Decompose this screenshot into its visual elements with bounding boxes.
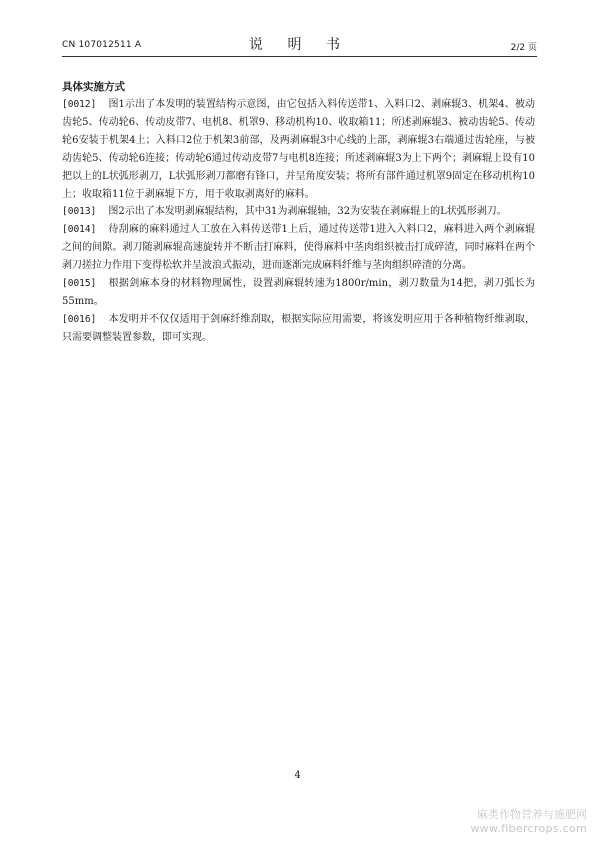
paragraph-text: 本发明并不仅仅适用于剑麻纤维刮取，根据实际应用需要，将该发明应用于各种植物纤维剥取，只需要调整装置参数，即可实现。 — [62, 313, 535, 343]
publication-number: CN 107012511 A — [62, 40, 142, 50]
paragraph-number: [0014] — [62, 224, 97, 236]
paragraph-number: [0016] — [62, 313, 97, 325]
watermark — [470, 808, 587, 836]
paragraph — [62, 311, 535, 347]
watermark-url: www.fibercrops.com — [470, 822, 587, 835]
section-title: 具体实施方式 — [62, 81, 125, 93]
page-info: 2/2 页 — [510, 43, 537, 53]
page-number: 4 — [294, 770, 301, 781]
paragraph-number: [0015] — [62, 278, 97, 290]
paragraph — [62, 203, 535, 221]
paragraph-text: 图2示出了本发明剥麻辊结构，其中31为剥麻辊轴，32为安装在剥麻辊上的L状弧形剥刀。 — [108, 206, 507, 218]
paragraph — [62, 221, 535, 275]
header-rule — [62, 56, 537, 57]
page-header — [62, 34, 537, 56]
paragraph — [62, 96, 535, 203]
document-body — [62, 79, 535, 347]
paragraph — [62, 275, 535, 311]
document-type-title: 说 明 书 — [249, 37, 350, 53]
paragraph-number: [0012] — [62, 99, 97, 110]
paragraph-text: 根据剑麻本身的材料物理属性，设置剥麻辊转速为1800r/min，剥刀数量为14把，剥刀弧长为55mm。 — [62, 278, 535, 307]
paragraph-text: 待刮麻的麻料通过人工放在入料传送带1上后，通过传送带1进入入料口2，麻料进入两个剥麻辊之间的间隙。剥刀随剥麻辊高速旋转并不断击打麻料，使得麻料中茎肉组织被击打成碎渣，同时麻料在两个剥刀搓拉力作用下变得松软并呈波浪式振动，进而逐渐完成麻料纤维与茎肉组织碎渣的分离。 — [62, 224, 535, 272]
paragraph-number: [0013] — [62, 206, 97, 218]
paragraph-text: 图1示出了本发明的装置结构示意图，由它包括入料传送带1、入料口2、剥麻辊3、机架4、被动齿轮5、传动轮6、传动皮带7、电机8、机罩9、移动机构10、收取箱11；所述剥麻辊3、被动齿轮5、传动轮6安装于机架4上；入料口2位于机架3前部，及两剥麻辊3中心线的上部，剥麻辊3右端通过齿轮座，与被动齿轮5、传动轮6连接；传动轮6通过传动皮带7与电机8连接；所述剥麻辊3为上下两个；剥麻辊上设有10把以上的L状弧形剥刀，L状弧形剥刀都磨有锋口，并呈角度安装；将所有部件通过机罩9固定在移动机构10上；收取箱11位于剥麻辊下方，用于收取剥离好的麻料。 — [62, 99, 535, 200]
watermark-site-name: 麻类作物营养与施肥网 — [477, 808, 587, 821]
